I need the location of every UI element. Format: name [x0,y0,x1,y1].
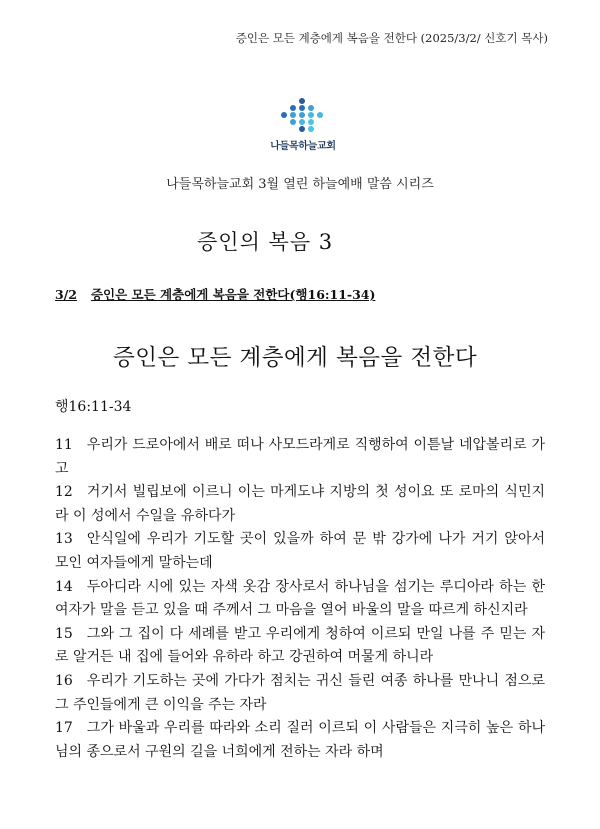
subheading-text: 증인은 모든 계층에게 복음을 전한다(행16:11-34) [90,287,376,302]
verse-text: 거기서 빌립보에 이르니 이는 마게도냐 지방의 첫 성이요 또 로마의 식민지라 이 성에서 수일을 유하다가 [55,484,545,524]
verse-number: 17 [55,720,73,737]
verse-number: 13 [55,531,73,548]
sermon-subheading [55,285,375,303]
verse-item [55,528,545,575]
scripture-reference: 행16:11-34 [55,399,132,415]
verse-text: 우리가 기도하는 곳에 가다가 점치는 귀신 들린 여종 하나를 만나니 점으로 그 주인들에게 큰 이익을 주는 자라 [55,672,545,713]
church-logo [258,98,348,152]
verse-text: 그가 바울과 우리를 따라와 소리 질러 이르되 이 사람들은 지극히 높은 하나님의 종으로서 구원의 길을 너희에게 전하는 자라 하며 [55,720,545,760]
sermon-title: 증인의 복음 3 [197,230,334,254]
verse-item [55,670,545,717]
verse-text: 안식일에 우리가 기도할 곳이 있을까 하여 문 밖 강가에 나가 거기 앉아서 모인 여자들에게 말하는데 [55,531,545,571]
verse-number: 14 [55,578,73,595]
verse-number: 16 [55,672,73,689]
running-header: 증인은 모든 계층에게 복음을 전한다 (2025/3/2/ 신호기 목사) [235,31,548,45]
verse-list [55,434,545,764]
main-title: 증인은 모든 계층에게 복음을 전한다 [113,345,478,371]
verse-number: 11 [55,437,73,453]
verse-number: 15 [55,625,73,642]
logo-text: 나들목하늘교회 [270,141,336,152]
verse-text: 두아디라 시에 있는 자색 옷감 장사로서 하나님을 섬기는 루디아라 하는 한 여자가 말을 듣고 있을 때 주께서 그 마음을 열어 바울의 말을 따르게 하신지라 [55,578,545,619]
series-title: 나들목하늘교회 3월 열린 하늘예배 말씀 시리즈 [166,177,434,192]
verse-item [55,481,545,528]
verse-item [55,623,545,670]
verse-number: 12 [55,484,73,501]
dots-logo-icon [278,98,328,134]
verse-text: 우리가 드로아에서 배로 떠나 사모드라게로 직행하여 이튿날 네압볼리로 가고 [55,437,545,477]
sermon-date: 3/2 [55,287,77,302]
verse-item [55,717,545,764]
verse-item [55,576,545,623]
verse-item [55,434,545,481]
verse-text: 그와 그 집이 다 세례를 받고 우리에게 청하여 이르되 만일 나를 주 믿는 자로 알거든 내 집에 들어와 유하라 하고 강권하여 머물게 하니라 [55,625,545,666]
